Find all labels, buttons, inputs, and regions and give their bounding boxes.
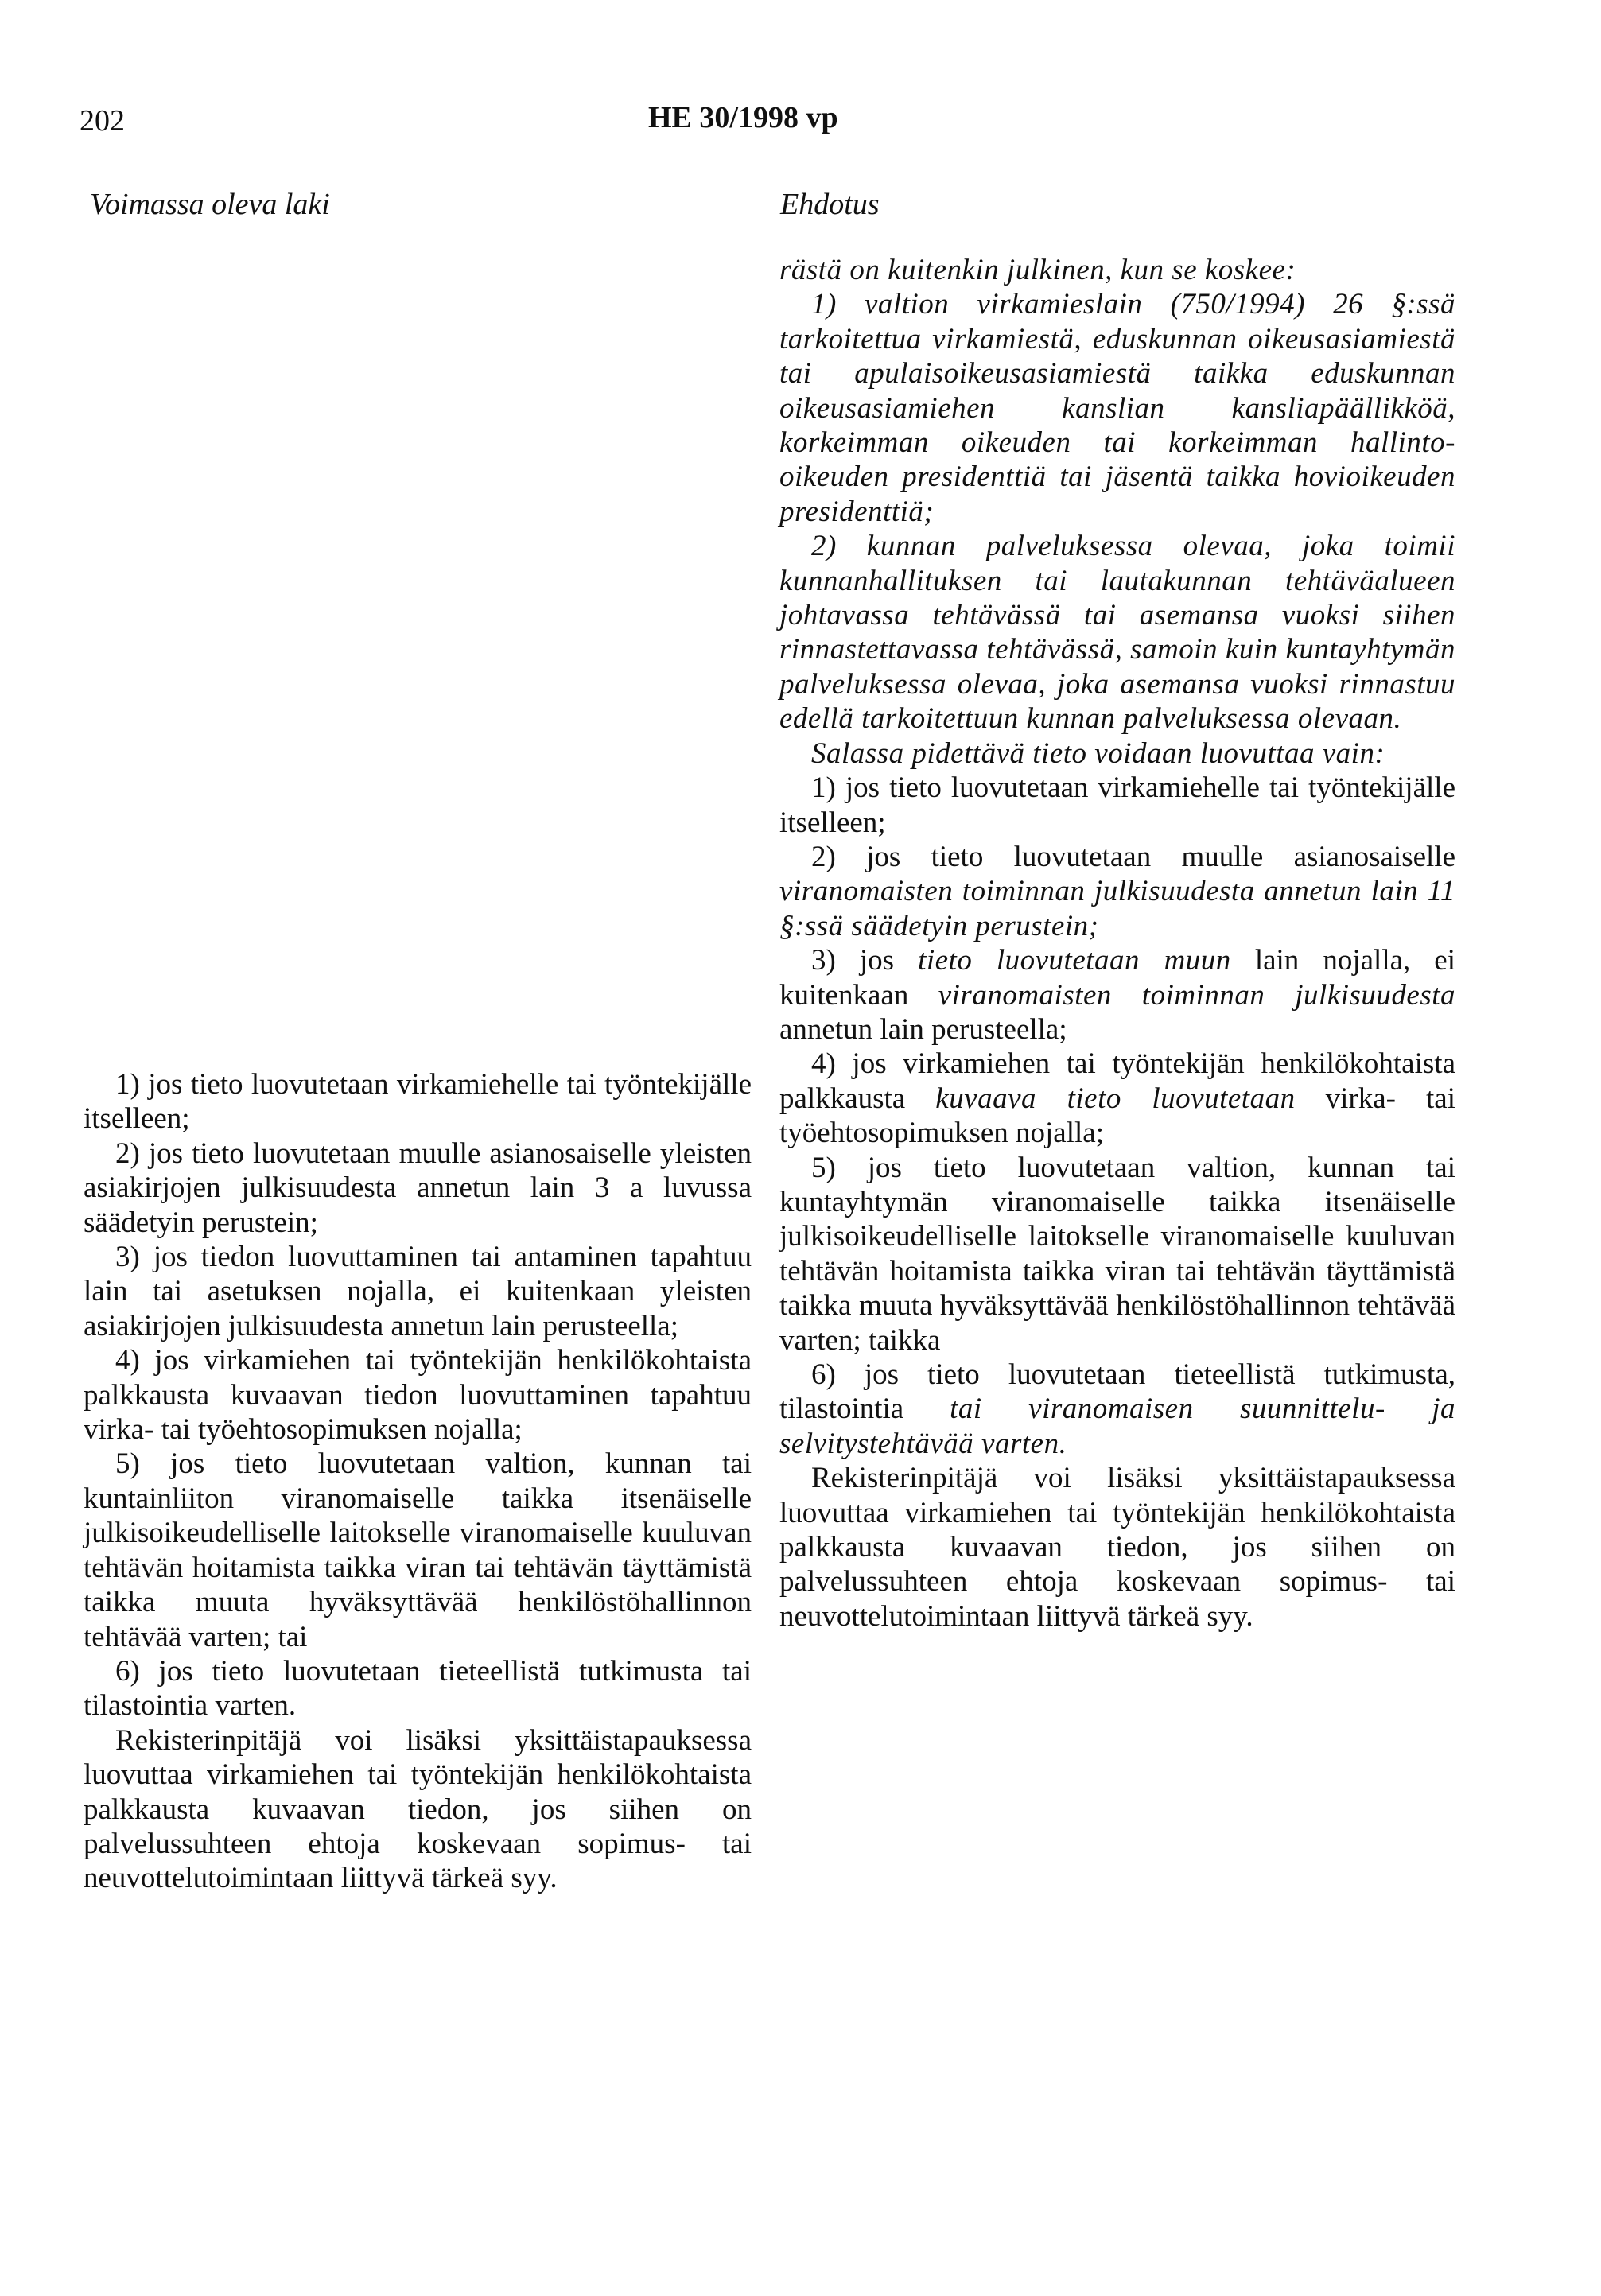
paragraph: 5) jos tieto luovutetaan valtion, kunnan tai kuntainliiton viranomaiselle taikka itsenäiselle julkisoikeudelliselle laitokselle viranomaiselle kuuluvan tehtävän hoitamista taikka viran tai tehtävän täyttämistä taikka muuta hyväksyttävää henkilöstöhallinnon tehtävää varten; tai bbox=[84, 1447, 752, 1653]
paragraph: 5) jos tieto luovutetaan valtion, kunnan tai kuntayhtymän viranomaiselle taikka itsenäiselle julkisoikeudelliselle laitokselle viranomaiselle kuuluvan tehtävän hoitamista taikka viran tai tehtävän täyttämistä taikka muuta hyväksyttävää henkilöstöhallinnon tehtävää varten; taikka bbox=[779, 1151, 1455, 1357]
text-span: virka- tai työehtosopimuksen nojalla; bbox=[779, 1082, 1456, 1150]
paragraph: 6) jos tieto luovutetaan tieteellistä tutkimusta tai tilastointia varten. bbox=[84, 1654, 752, 1723]
paragraph bbox=[779, 1047, 1455, 1150]
paragraph: 4) jos virkamiehen tai työntekijän henkilökohtaista palkkausta kuvaavan tiedon luovuttaminen tapahtuu virka- tai työehtosopimuksen nojalla; bbox=[84, 1344, 752, 1447]
emphasis-span: viranomaisten toiminnan julkisuudesta annetun lain 11 §:ssä säädetyin perustein; bbox=[779, 875, 1455, 942]
emphasis-span: viranomaisten toiminnan julkisuudesta bbox=[938, 978, 1456, 1012]
paragraph: 1) jos tieto luovutetaan virkamiehelle tai työntekijälle itselleen; bbox=[779, 771, 1455, 839]
document-title: HE 30/1998 vp bbox=[648, 101, 838, 134]
emphasis-span: tieto luovutetaan muun bbox=[918, 944, 1231, 977]
paragraph: 3) jos tiedon luovuttaminen tai antaminen tapahtuu lain tai asetuksen nojalla, ei kuitenkaan yleisten asiakirjojen julkisuudesta annetun lain perusteella; bbox=[84, 1241, 752, 1342]
text-span: 6) jos tieto luovutetaan tieteellistä tutkimusta, tilastointia bbox=[779, 1358, 1455, 1426]
paragraph: 1) valtion virkamieslain (750/1994) 26 §:ssä tarkoitettua virkamiestä, eduskunnan oikeusasiamiestä tai apulaisoikeusasiamiestä taikka eduskunnan oikeusasiamiehen kanslian kansliapäällikköä, korkeimman oikeuden tai korkeimman hallinto-oikeuden presidenttiä tai jäsentä taikka hovioikeuden presidenttiä; bbox=[779, 288, 1455, 528]
left-column-heading: Voimassa oleva laki bbox=[90, 188, 330, 221]
text-span: 3) jos bbox=[811, 944, 895, 977]
paragraph: 2) kunnan palveluksessa olevaa, joka toimii kunnanhallituksen tai lautakunnan tehtäväalueen johtavassa tehtävässä tai asemansa vuoksi siihen rinnastettavassa tehtävässä, samoin kuin kuntayhtymän palveluksessa olevaa, joka asemansa vuoksi rinnastuu edellä tarkoitettuun kunnan palveluksessa olevaan. bbox=[779, 530, 1455, 736]
text-span: 4) jos virkamiehen tai työntekijän henkilökohtaista palkkausta bbox=[779, 1047, 1455, 1115]
text-span: annetun lain perusteella; bbox=[779, 1012, 1067, 1046]
paragraph: Rekisterinpitäjä voi lisäksi yksittäistapauksessa luovuttaa virkamiehen tai työntekijän henkilökohtaista palkkausta kuvaavan tiedon, jos siihen on palvelussuhteen ehtoja koskevaan sopimus- tai neuvottelutoimintaan liittyvä tärkeä syy. bbox=[779, 1462, 1455, 1633]
paragraph: rästä on kuitenkin julkinen, kun se koskee: bbox=[779, 254, 1296, 286]
page-number: 202 bbox=[80, 104, 125, 138]
paragraph bbox=[779, 1358, 1455, 1461]
emphasis-span: tai viranomaisen suunnittelu- ja selvitystehtävää varten. bbox=[779, 1393, 1456, 1460]
paragraph: Rekisterinpitäjä voi lisäksi yksittäistapauksessa luovuttaa virkamiehen tai työntekijän henkilökohtaista palkkausta kuvaavan tiedon, jos siihen on palvelussuhteen ehtoja koskevaan sopimus- tai neuvottelutoimintaan liittyvä tärkeä syy. bbox=[84, 1723, 752, 1895]
paragraph bbox=[779, 943, 1455, 1047]
emphasis-span: kuvaava tieto luovutetaan bbox=[935, 1082, 1296, 1115]
paragraph: 2) jos tieto luovutetaan muulle asianosaiselle yleisten asiakirjojen julkisuudesta annetun lain 3 a luvussa säädetyin perustein; bbox=[84, 1136, 752, 1239]
text-span: 2) jos tieto luovutetaan muulle asianosaiselle bbox=[811, 840, 1455, 873]
right-column-heading: Ehdotus bbox=[780, 188, 880, 221]
paragraph bbox=[779, 840, 1455, 943]
text-span: lain nojalla, ei kuitenkaan bbox=[779, 944, 1456, 1012]
proposal-column bbox=[779, 253, 1455, 1634]
paragraph: 1) jos tieto luovutetaan virkamiehelle tai työntekijälle itselleen; bbox=[84, 1068, 752, 1136]
current-law-column bbox=[84, 1067, 752, 1896]
paragraph: Salassa pidettävä tieto voidaan luovuttaa vain: bbox=[811, 736, 1385, 770]
